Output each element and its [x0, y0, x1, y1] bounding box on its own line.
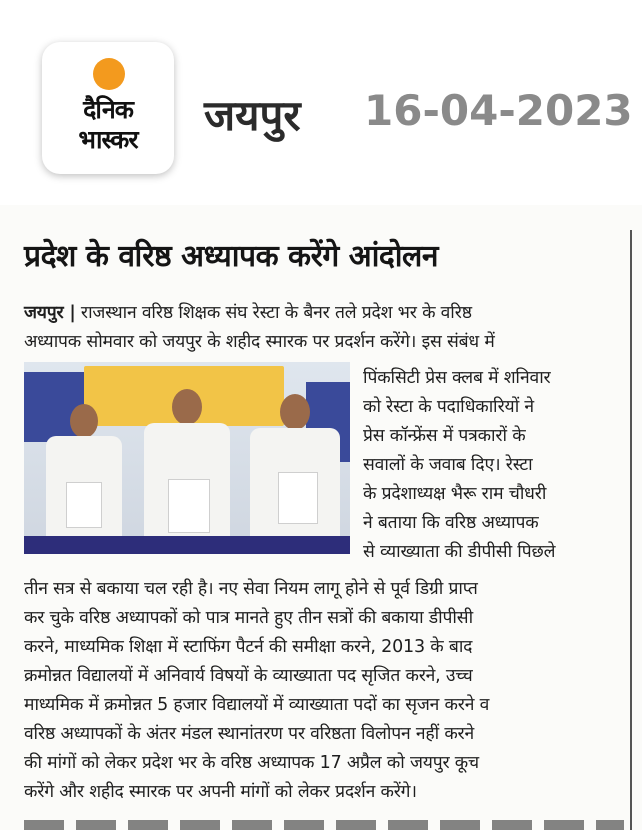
- table-cloth: [24, 536, 350, 554]
- edition-date: 16-04-2023: [364, 86, 633, 135]
- article-line: करेंगे और शहीद स्मारक पर अपनी मांगों को लेकर प्रदर्शन करेंगे।: [24, 782, 417, 802]
- person-left: [38, 404, 128, 554]
- dainik-bhaskar-logo[interactable]: [42, 42, 174, 174]
- article-line: के प्रदेशाध्यक्ष भैरू राम चौधरी: [363, 484, 547, 504]
- logo-text-line1: दैनिक: [83, 95, 133, 124]
- article-dateline: जयपुर |: [24, 303, 76, 323]
- article-line: अध्यापक सोमवार को जयपुर के शहीद स्मारक पर प्रदर्शन करेंगे। इस संबंध में: [24, 332, 495, 352]
- article-line: ने बताया कि वरिष्ठ अध्यापक: [363, 513, 539, 533]
- next-article-cutoff: [24, 820, 624, 830]
- logo-text-line2: भास्कर: [78, 125, 138, 154]
- article-headline: प्रदेश के वरिष्ठ अध्यापक करेंगे आंदोलन: [24, 239, 439, 274]
- article-line: से व्याख्याता की डीपीसी पिछले: [363, 542, 556, 562]
- article-line: प्रेस कॉन्फ्रेंस में पत्रकारों के: [363, 426, 526, 446]
- article-line: तीन सत्र से बकाया चल रही है। नए सेवा नियम लागू होने से पूर्व डिग्री प्राप्त: [24, 579, 478, 599]
- article-line: करने, माध्यमिक शिक्षा में स्टाफिंग पैटर्न की समीक्षा करने, 2013 के बाद: [24, 637, 473, 657]
- article-line: पिंकसिटी प्रेस क्लब में शनिवार: [363, 368, 551, 388]
- header: [0, 0, 642, 200]
- article-line: कर चुके वरिष्ठ अध्यापकों को पात्र मानते हुए तीन सत्रों की बकाया डीपीसी: [24, 608, 473, 628]
- article-line: की मांगों को लेकर प्रदेश भर के वरिष्ठ अध्यापक 17 अप्रैल को जयपुर कूच: [24, 753, 479, 773]
- article-line: क्रमोन्नत विद्यालयों में अनिवार्य विषयों के व्याख्याता पद सृजित करने, उच्च: [24, 666, 473, 686]
- article-line: को रेस्टा के पदाधिकारियों ने: [363, 397, 534, 417]
- edition-city: जयपुर: [204, 91, 301, 140]
- article-line: सवालों के जवाब दिए। रेस्टा: [363, 455, 533, 475]
- person-right: [244, 394, 344, 554]
- person-center: [136, 389, 236, 554]
- article-line: माध्यमिक में क्रमोन्नत 5 हजार विद्यालयों में व्याख्याता पदों का सृजन करने व: [24, 695, 490, 715]
- sun-icon: [93, 58, 125, 90]
- press-conference-photo: [24, 362, 350, 554]
- article-line: जयपुर | राजस्थान वरिष्ठ शिक्षक संघ रेस्टा के बैनर तले प्रदेश भर के वरिष्ठ: [24, 303, 472, 323]
- article-line: वरिष्ठ अध्यापकों के अंतर मंडल स्थानांतरण पर वरिष्ठता विलोपन नहीं करने: [24, 724, 475, 744]
